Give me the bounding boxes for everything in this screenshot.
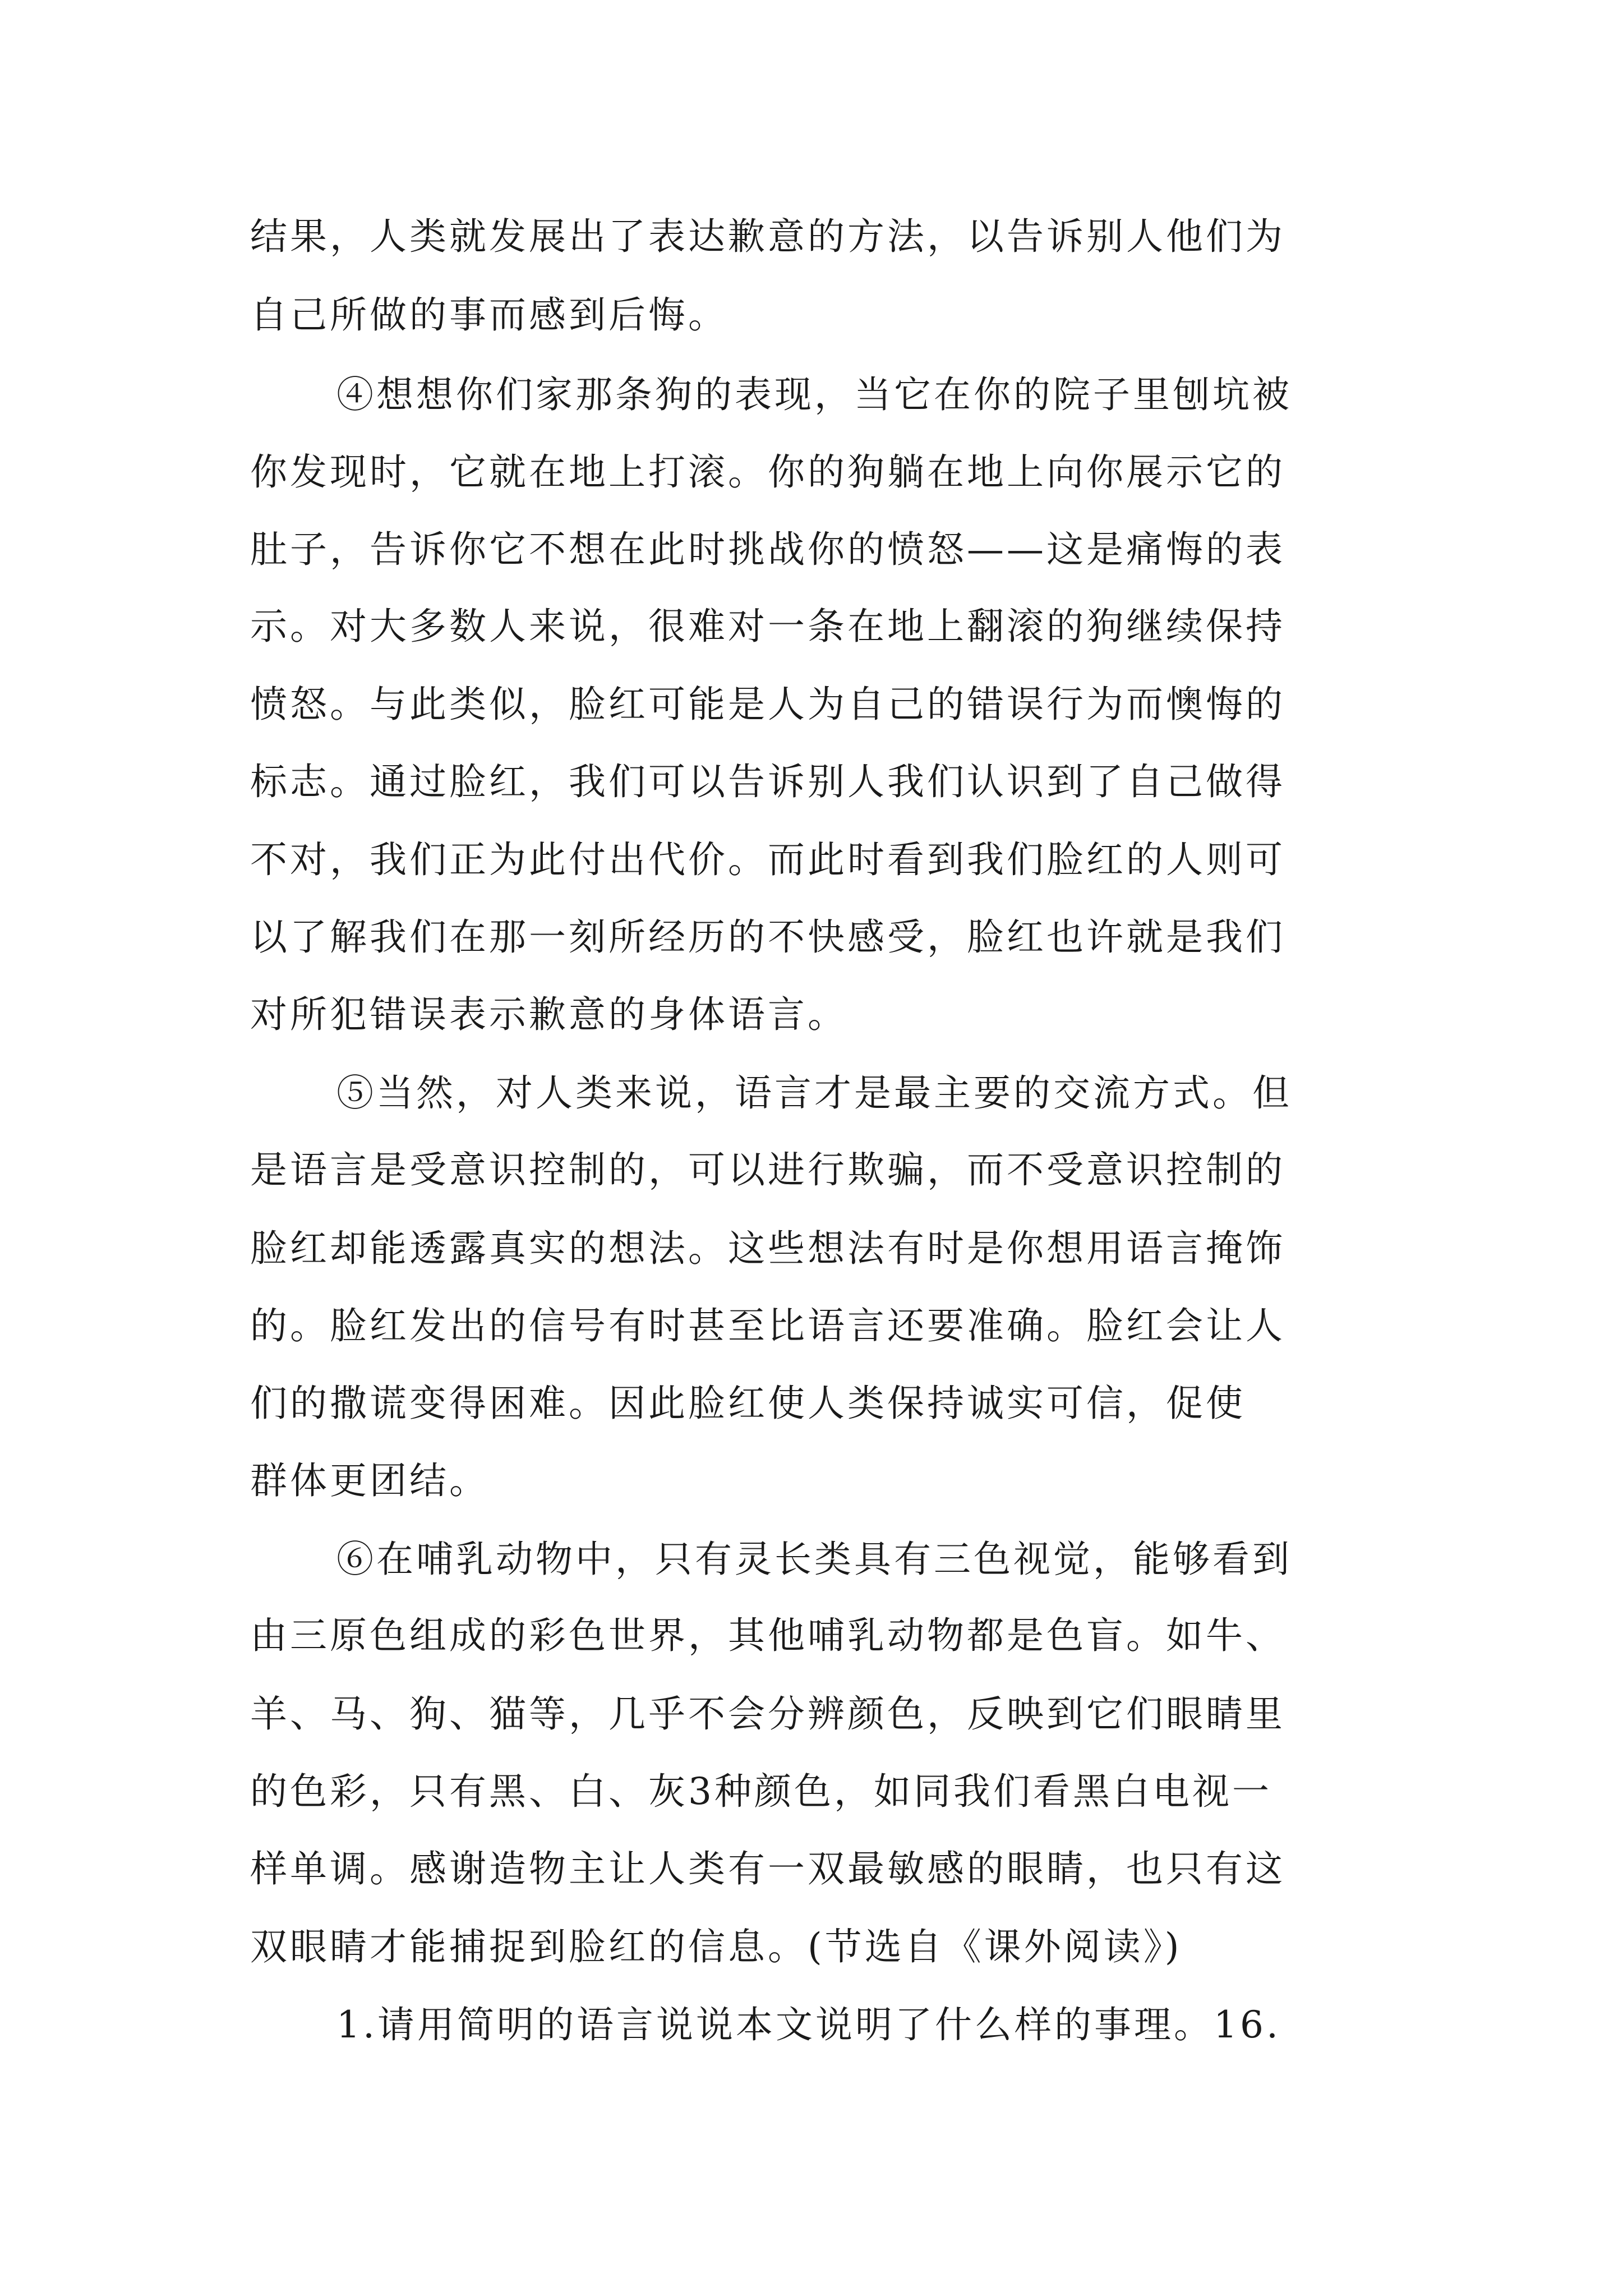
text-line: 对所犯错误表示歉意的身体语言。 bbox=[250, 993, 847, 1036]
paragraph-5-start: ⑤当然，对人类来说，语言才是最主要的交流方式。但 bbox=[336, 1071, 1292, 1115]
text-line: 肚子，告诉你它不想在此时挑战你的愤怒——这是痛悔的表 bbox=[250, 528, 1285, 571]
text-line: 自己所做的事而感到后悔。 bbox=[250, 293, 728, 337]
text-line: 不对，我们正为此付出代价。而此时看到我们脸红的人则可 bbox=[250, 838, 1285, 881]
question-1: 1.请用简明的语言说说本文说明了什么样的事理。16. bbox=[336, 2003, 1281, 2046]
text-line: 群体更团结。 bbox=[250, 1459, 489, 1502]
text-line: 由三原色组成的彩色世界，其他哺乳动物都是色盲。如牛、 bbox=[250, 1614, 1285, 1657]
text-line: 是语言是受意识控制的，可以进行欺骗，而不受意识控制的 bbox=[250, 1148, 1285, 1191]
text-line: 结果，人类就发展出了表达歉意的方法，以告诉别人他们为 bbox=[250, 215, 1285, 258]
text-line: 愤怒。与此类似，脸红可能是人为自己的错误行为而懊悔的 bbox=[250, 683, 1285, 726]
paragraph-4-start: ④想想你们家那条狗的表现，当它在你的院子里刨坑被 bbox=[336, 373, 1292, 416]
text-line: 样单调。感谢造物主让人类有一双最敏感的眼睛，也只有这 bbox=[250, 1847, 1285, 1890]
text-line: 脸红却能透露真实的想法。这些想法有时是你想用语言掩饰 bbox=[250, 1227, 1285, 1270]
text-line: 们的撒谎变得困难。因此脸红使人类保持诚实可信，促使 bbox=[250, 1382, 1246, 1425]
text-line: 的色彩，只有黑、白、灰3种颜色，如同我们看黑白电视一 bbox=[250, 1770, 1272, 1813]
text-line: 的。脸红发出的信号有时甚至比语言还要准确。脸红会让人 bbox=[250, 1304, 1285, 1347]
text-line: 以了解我们在那一刻所经历的不快感受，脸红也许就是我们 bbox=[250, 915, 1285, 959]
text-line: 示。对大多数人来说，很难对一条在地上翻滚的狗继续保持 bbox=[250, 605, 1285, 648]
text-line: 双眼睛才能捕捉到脸红的信息。(节选自《课外阅读》) bbox=[250, 1925, 1182, 1968]
text-line: 羊、马、狗、猫等，几乎不会分辨颜色，反映到它们眼睛里 bbox=[250, 1692, 1285, 1736]
text-line: 你发现时，它就在地上打滚。你的狗躺在地上向你展示它的 bbox=[250, 450, 1285, 494]
paragraph-6-start: ⑥在哺乳动物中，只有灵长类具有三色视觉，能够看到 bbox=[336, 1538, 1292, 1581]
text-line: 标志。通过脸红，我们可以告诉别人我们认识到了自己做得 bbox=[250, 760, 1285, 803]
